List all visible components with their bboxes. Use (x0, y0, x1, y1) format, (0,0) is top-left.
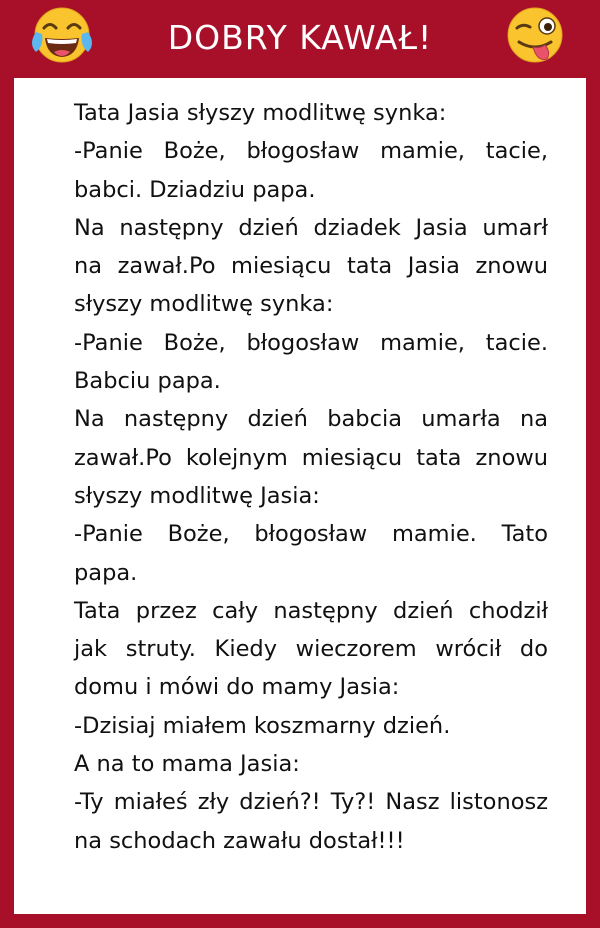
joke-line: papa. (74, 559, 138, 586)
joke-line: babci. Dziadziu papa. (74, 176, 316, 203)
joke-line: -Dzisiaj miałem koszmarny dzień. (74, 712, 451, 739)
joke-line: na schodach zawału dostał!!! (74, 827, 405, 854)
joke-line: -Panie Boże, błogosław mamie. Tato (74, 521, 548, 548)
header (0, 0, 600, 76)
joke-line: zawał.Po kolejnym miesiącu tata znowu (74, 444, 548, 471)
joke-line: Babciu papa. (74, 368, 221, 395)
joke-line: Tata przez cały następny dzień chodził (74, 597, 548, 624)
joke-line: -Ty miałeś zły dzień?! Ty?! Nasz listonosz (74, 789, 548, 816)
joke-line: Na następny dzień dziadek Jasia umarł (74, 214, 548, 241)
joke-line: na zawał.Po miesiącu tata Jasia znowu (74, 253, 548, 280)
joke-line: Na następny dzień babcia umarła na (74, 406, 548, 433)
page-title: DOBRY KAWAŁ! (167, 18, 433, 57)
joke-line: -Panie Boże, błogosław mamie, tacie. (74, 329, 548, 356)
joke-line: -Panie Boże, błogosław mamie, tacie, (74, 138, 548, 165)
joke-line: słyszy modlitwę Jasia: (74, 482, 320, 509)
joke-card (14, 78, 586, 914)
winking-tongue-emoji-icon (503, 4, 567, 68)
joke-line: Tata Jasia słyszy modlitwę synka: (74, 100, 447, 126)
joke-line: domu i mówi do mamy Jasia: (74, 674, 400, 701)
joke-line: słyszy modlitwę synka: (74, 291, 334, 318)
joke-line: A na to mama Jasia: (74, 751, 300, 778)
joke-text (74, 94, 548, 860)
joke-line: jak struty. Kiedy wieczorem wrócił do (74, 636, 548, 663)
